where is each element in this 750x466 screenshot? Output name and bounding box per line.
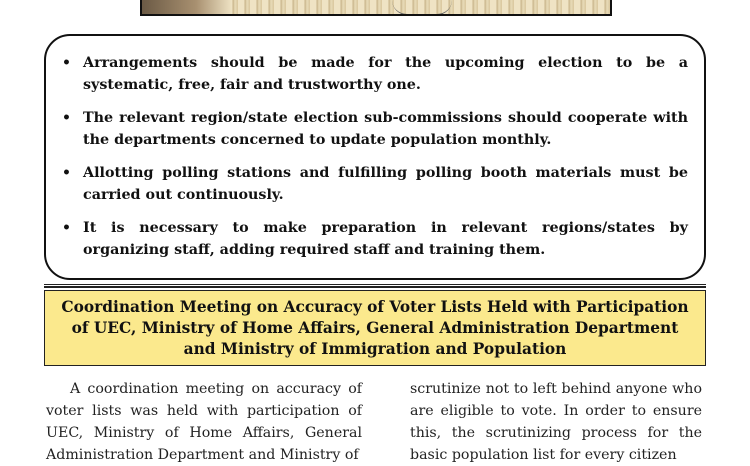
bullet-icon: • [62, 110, 71, 126]
list-item [62, 52, 688, 96]
recommendations-box [44, 34, 706, 280]
article-body-left-column: A coordination meeting on accuracy of voter lists was held with participation of UEC, Ministry of Home Affairs, General Administration Department and Ministry of [46, 381, 362, 463]
list-item-text: Allotting polling stations and fulfilling polling booth materials must be carried out continuously. [83, 165, 688, 203]
divider [44, 286, 706, 288]
meeting-photo [140, 0, 612, 16]
photo-cable [392, 0, 452, 15]
photo-shadow [142, 0, 232, 14]
list-item-text: Arrangements should be made for the upcoming election to be a systematic, free, fair and trustworthy one. [83, 55, 688, 93]
list-item-text: It is necessary to make preparation in relevant regions/states by organizing staff, adding required staff and training them. [83, 220, 688, 258]
recommendations-list [62, 52, 688, 261]
article-headline: Coordination Meeting on Accuracy of Voter Lists Held with Participation of UEC, Ministry of Home Affairs, General Administration Department and Ministry of Immigration and Population [61, 297, 689, 358]
bullet-icon: • [62, 55, 71, 71]
list-item [62, 217, 688, 261]
list-item [62, 107, 688, 151]
bullet-icon: • [62, 165, 71, 181]
divider [44, 284, 706, 285]
article-body-right-column: scrutinize not to left behind anyone who are eligible to vote. In order to ensure this, the scrutinizing process for the basic population list for every citizen [410, 381, 702, 463]
bullet-icon: • [62, 220, 71, 236]
list-item [62, 162, 688, 206]
list-item-text: The relevant region/state election sub-commissions should cooperate with the departments concerned to update population monthly. [83, 110, 688, 148]
article-headline-box [44, 290, 706, 366]
